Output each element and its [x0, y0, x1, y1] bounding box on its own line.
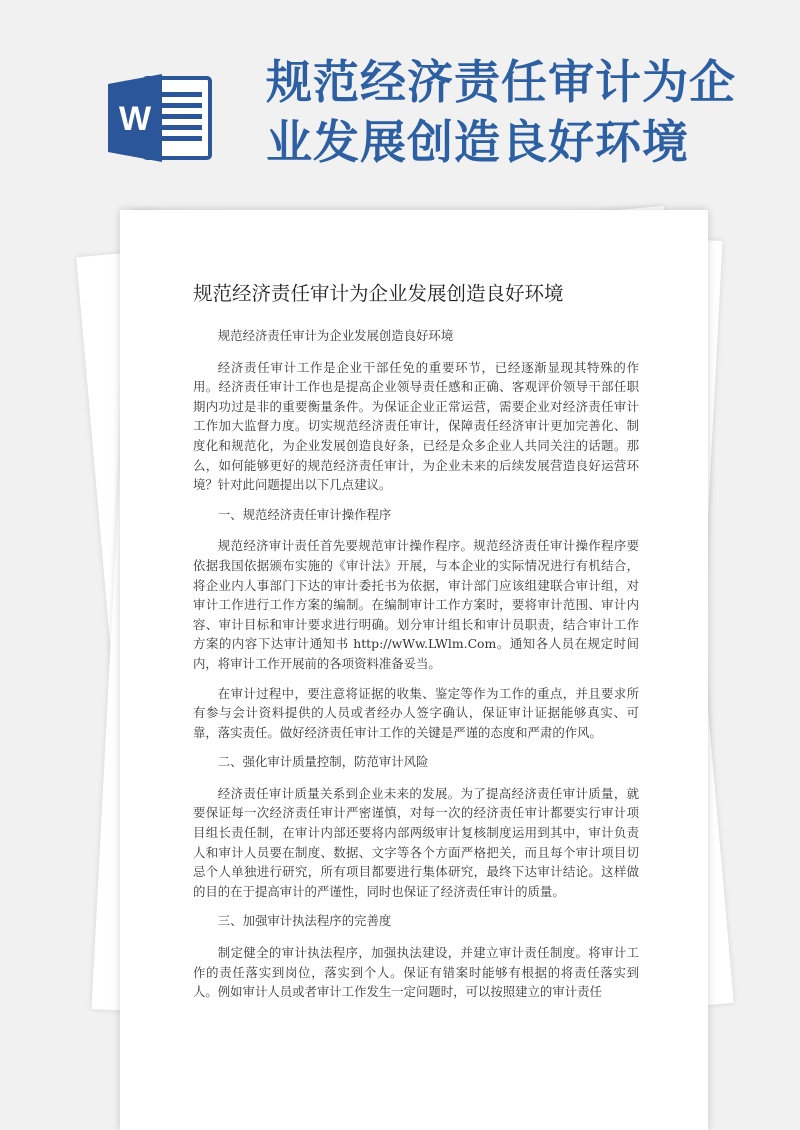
- word-icon: [106, 70, 216, 166]
- document-subtitle: 规范经济责任审计为企业发展创造良好环境: [217, 328, 454, 343]
- paragraph: 制定健全的审计执法程序，加强执法建设，并建立审计责任制度。将审计工作的责任落实到岗位，落实到个人。保证有错案时能够有根据的将责任落实到人。例如审计人员或者审计工作发生一定问题时，可以按照建立的审计责任: [193, 945, 639, 1000]
- section-heading: 一、规范经济责任审计操作程序: [217, 506, 392, 522]
- paragraph: 规范经济审计责任首先要规范审计操作程序。规范经济责任审计操作程序要依据我国依据颁布实施的《审计法》开展，与本企业的实际情况进行有机结合，将企业内人事部门下达的审计委托书为依据，审计部门应该组建联合审计组，对审计工作进行工作方案的编制。在编制审计工作方案时，要将审计范围、审计内容、审计目标和审计要求进行明确。划分审计组长和审计员职责，结合审计工作方案的内容下达审计通知书 http://wWw.LWlm.Com。通知各人员在规定时间内，将审计工作开展前的各项资料准备妥当。: [193, 538, 639, 671]
- document-body: [193, 326, 639, 1012]
- paragraph: 在审计过程中，要注意将证据的收集、鉴定等作为工作的重点，并且要求所有参与会计资料提供的人员或者经办人签字确认，保证审计证据能够真实、可靠，落实责任。做好经济责任审计工作的关键是严谨的态度和严肃的作风。: [193, 685, 639, 740]
- paragraph: 经济责任审计质量关系到企业未来的发展。为了提高经济责任审计质量，就要保证每一次经济责任审计严密谨慎，对每一次的经济责任审计都要实行审计项目组长责任制，在审计内部还要将内部两级审计复核制度运用到其中，审计负责人和审计人员要在制度、数据、文字等各个方面严格把关，而且每个审计项目切忌个人单独进行研究，所有项目都要进行集体研究，最终下达审计结论。这样做的目的在于提高审计的严谨性，同时也保证了经济责任审计的质量。: [193, 785, 639, 899]
- section-heading: 三、加强审计执法程序的完善度: [217, 913, 392, 929]
- banner-title: 规范经济责任审计为企业发展创造良好环境: [266, 55, 736, 169]
- document-title: 规范经济责任审计为企业发展创造良好环境: [193, 282, 564, 305]
- word-icon-letter: W: [118, 100, 152, 138]
- paragraph: 经济责任审计工作是企业干部任免的重要环节，已经逐渐显现其特殊的作用。经济责任审计工作也是提高企业领导责任感和正确、客观评价领导干部任职期内功过是非的重要衡量条件。为保证企业正常运营，需要企业对经济责任审计工作加大监督力度。切实规范经济责任审计，保障责任经济审计更加完善化、制度化和规范化，为企业发展创造良好条，已经是众多企业人共同关注的话题。那么，如何能够更好的规范经济责任审计，为企业未来的后续发展营造良好运营环境？针对此问题提出以下几点建议。: [193, 359, 639, 493]
- section-heading: 二、强化审计质量控制，防范审计风险: [217, 754, 429, 770]
